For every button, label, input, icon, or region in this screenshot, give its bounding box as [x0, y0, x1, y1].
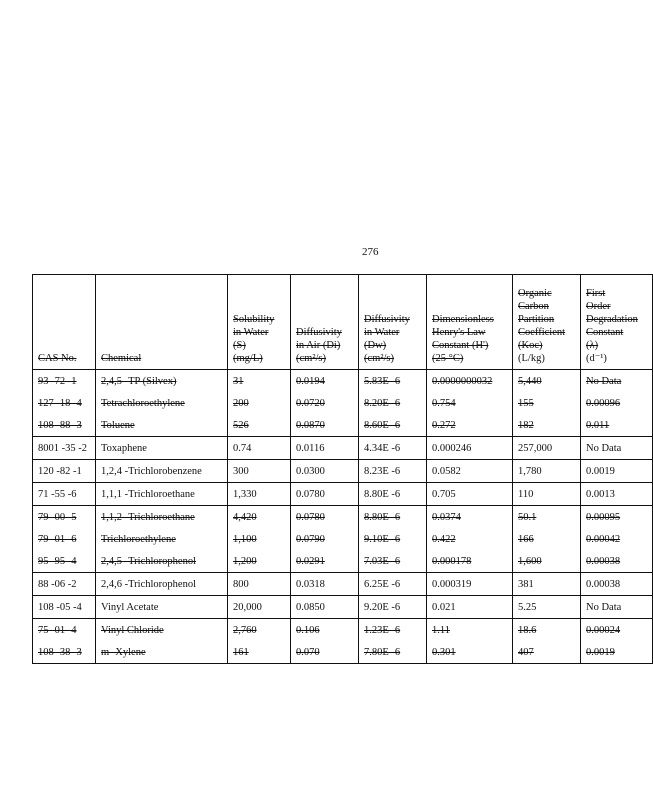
- table-cell: 526: [228, 414, 291, 437]
- table-cell: 1,1,2 -Trichloroethane: [96, 506, 228, 529]
- table-cell: 0.0318: [291, 573, 359, 596]
- table-row: [33, 414, 653, 437]
- column-header: [291, 275, 359, 370]
- table-cell: 75 -01 -4: [33, 619, 96, 642]
- column-header: [513, 275, 581, 370]
- table-row: [33, 528, 653, 550]
- table-cell: 6.25E -6: [359, 573, 427, 596]
- table-cell: 0.0194: [291, 370, 359, 393]
- column-header-line: Chemical: [101, 353, 142, 364]
- table-cell: 0.106: [291, 619, 359, 642]
- table-cell: 2,760: [228, 619, 291, 642]
- table-cell: 110: [513, 483, 581, 506]
- column-header: [359, 275, 427, 370]
- table-cell: 800: [228, 573, 291, 596]
- table-cell: 0.00096: [581, 392, 653, 414]
- column-header-line: (cm²/s): [296, 353, 326, 364]
- table-cell: 0.011: [581, 414, 653, 437]
- table-cell: 0.0116: [291, 437, 359, 460]
- table-cell: 0.0291: [291, 550, 359, 573]
- table-cell: 0.0000000032: [427, 370, 513, 393]
- table-cell: 8.80E -6: [359, 506, 427, 529]
- table-cell: 8.23E -6: [359, 460, 427, 483]
- table-cell: 1.11: [427, 619, 513, 642]
- table-cell: 5.83E -6: [359, 370, 427, 393]
- table-cell: 1,2,4 -Trichlorobenzene: [96, 460, 228, 483]
- table-row: [33, 392, 653, 414]
- table-row: [33, 370, 653, 393]
- column-header-line: (Koc): [518, 340, 543, 351]
- table-row: [33, 619, 653, 642]
- table-cell: 79 -01 -6: [33, 528, 96, 550]
- column-header-line: Partition: [518, 314, 555, 325]
- table-cell: 71 -55 -6: [33, 483, 96, 506]
- table-cell: Toluene: [96, 414, 228, 437]
- table-cell: 7.03E -6: [359, 550, 427, 573]
- table-cell: 95 -95 -4: [33, 550, 96, 573]
- column-header-line: (S): [233, 340, 246, 351]
- column-header-line: (Dw): [364, 340, 387, 351]
- table-cell: 1,330: [228, 483, 291, 506]
- table-cell: 127 -18 -4: [33, 392, 96, 414]
- column-header-line: Dimensionless: [432, 314, 494, 325]
- table-row: [33, 573, 653, 596]
- table-cell: 1,200: [228, 550, 291, 573]
- column-header-line: Degradation: [586, 314, 638, 325]
- column-header-line: Order: [586, 301, 611, 312]
- table-cell: 0.0780: [291, 483, 359, 506]
- table-cell: 1.23E -6: [359, 619, 427, 642]
- table-cell: 161: [228, 641, 291, 664]
- column-header-line: in Air (Di): [296, 340, 341, 351]
- table-cell: 0.0790: [291, 528, 359, 550]
- table-cell: 5,440: [513, 370, 581, 393]
- column-header-line: Organic: [518, 288, 552, 299]
- table-cell: 0.0374: [427, 506, 513, 529]
- table-cell: 0.0013: [581, 483, 653, 506]
- table-cell: 2,4,5 -Trichlorophenol: [96, 550, 228, 573]
- table-cell: 257,000: [513, 437, 581, 460]
- table-row: [33, 437, 653, 460]
- table-cell: 0.754: [427, 392, 513, 414]
- table-cell: 0.00024: [581, 619, 653, 642]
- table-cell: 0.705: [427, 483, 513, 506]
- table-cell: 93 -72 -1: [33, 370, 96, 393]
- column-header-line: (λ): [586, 340, 599, 351]
- table-cell: 0.00038: [581, 573, 653, 596]
- table-cell: No Data: [581, 437, 653, 460]
- column-header-line: Coefficient: [518, 327, 566, 338]
- table-cell: 8.20E -6: [359, 392, 427, 414]
- table-cell: 0.000178: [427, 550, 513, 573]
- column-header-line: in Water: [364, 327, 400, 338]
- table-cell: 0.272: [427, 414, 513, 437]
- table-cell: Toxaphene: [96, 437, 228, 460]
- table-cell: 0.422: [427, 528, 513, 550]
- table-cell: Tetrachloroethylene: [96, 392, 228, 414]
- table-cell: 0.0850: [291, 596, 359, 619]
- table-cell: 0.021: [427, 596, 513, 619]
- table-cell: No Data: [581, 370, 653, 393]
- column-header: [228, 275, 291, 370]
- table-cell: 0.070: [291, 641, 359, 664]
- table-cell: 9.10E -6: [359, 528, 427, 550]
- table-cell: 182: [513, 414, 581, 437]
- table-cell: 407: [513, 641, 581, 664]
- table-cell: m -Xylene: [96, 641, 228, 664]
- table-header-row: [33, 275, 653, 370]
- table-cell: 20,000: [228, 596, 291, 619]
- column-header-line: in Water: [233, 327, 269, 338]
- column-header-line: Diffusivity: [364, 314, 410, 325]
- table-cell: 166: [513, 528, 581, 550]
- column-header-line: Diffusivity: [296, 327, 342, 338]
- table-cell: 4,420: [228, 506, 291, 529]
- table-cell: 0.0582: [427, 460, 513, 483]
- table-cell: 0.0720: [291, 392, 359, 414]
- table-cell: 2,4,6 -Trichlorophenol: [96, 573, 228, 596]
- table-cell: 120 -82 -1: [33, 460, 96, 483]
- table-cell: 381: [513, 573, 581, 596]
- table-cell: 9.20E -6: [359, 596, 427, 619]
- table-cell: 79 -00 -5: [33, 506, 96, 529]
- table-cell: 1,600: [513, 550, 581, 573]
- table-cell: 8.80E -6: [359, 483, 427, 506]
- table-cell: 0.00038: [581, 550, 653, 573]
- column-header-line: Constant: [586, 327, 624, 338]
- column-header-line: (cm²/s): [364, 353, 394, 364]
- table-cell: 2,4,5 -TP (Silvex): [96, 370, 228, 393]
- column-header-line: (d⁻¹): [586, 353, 607, 364]
- column-header: [96, 275, 228, 370]
- table-cell: 300: [228, 460, 291, 483]
- table-cell: 1,780: [513, 460, 581, 483]
- column-header-line: Constant (H'): [432, 340, 489, 351]
- column-header-line: Solubility: [233, 314, 275, 325]
- column-header-line: (25 °C): [432, 353, 464, 364]
- table-cell: 0.74: [228, 437, 291, 460]
- table-cell: 1,100: [228, 528, 291, 550]
- column-header-line: CAS No.: [38, 353, 77, 364]
- table-cell: 88 -06 -2: [33, 573, 96, 596]
- table-cell: 8.60E -6: [359, 414, 427, 437]
- column-header: [33, 275, 96, 370]
- table-cell: 18.6: [513, 619, 581, 642]
- table-row: [33, 483, 653, 506]
- table-cell: 5.25: [513, 596, 581, 619]
- table-cell: 0.0780: [291, 506, 359, 529]
- table-row: [33, 506, 653, 529]
- table-row: [33, 596, 653, 619]
- table-cell: No Data: [581, 596, 653, 619]
- chemical-properties-table-wrapper: [32, 274, 638, 666]
- table-cell: 50.1: [513, 506, 581, 529]
- column-header: [581, 275, 653, 370]
- table-body: [33, 370, 653, 664]
- table-cell: 0.0019: [581, 641, 653, 664]
- table-cell: 7.80E -6: [359, 641, 427, 664]
- column-header-line: First: [586, 288, 606, 299]
- table-cell: Vinyl Chloride: [96, 619, 228, 642]
- column-header-line: Henry's Law: [432, 327, 486, 338]
- table-cell: 0.0019: [581, 460, 653, 483]
- table-cell: 0.00042: [581, 528, 653, 550]
- column-header-line: (mg/L): [233, 353, 263, 364]
- column-header-line: Carbon: [518, 301, 549, 312]
- table-cell: Trichloroethylene: [96, 528, 228, 550]
- column-header: [427, 275, 513, 370]
- table-row: [33, 460, 653, 483]
- table-cell: 108 -88 -3: [33, 414, 96, 437]
- table-cell: 108 -05 -4: [33, 596, 96, 619]
- table-cell: 200: [228, 392, 291, 414]
- table-cell: 0.000319: [427, 573, 513, 596]
- chemical-properties-table: [32, 274, 653, 664]
- table-cell: 1,1,1 -Trichloroethane: [96, 483, 228, 506]
- table-cell: 108 -38 -3: [33, 641, 96, 664]
- table-cell: 0.0870: [291, 414, 359, 437]
- table-cell: 155: [513, 392, 581, 414]
- column-header-line: (L/kg): [518, 353, 545, 364]
- table-row: [33, 550, 653, 573]
- page-number: 276: [362, 246, 379, 258]
- table-cell: 0.000246: [427, 437, 513, 460]
- table-cell: 0.0300: [291, 460, 359, 483]
- table-cell: 31: [228, 370, 291, 393]
- table-cell: Vinyl Acetate: [96, 596, 228, 619]
- table-cell: 8001 -35 -2: [33, 437, 96, 460]
- table-cell: 0.00095: [581, 506, 653, 529]
- table-row: [33, 641, 653, 664]
- table-cell: 0.301: [427, 641, 513, 664]
- table-cell: 4.34E -6: [359, 437, 427, 460]
